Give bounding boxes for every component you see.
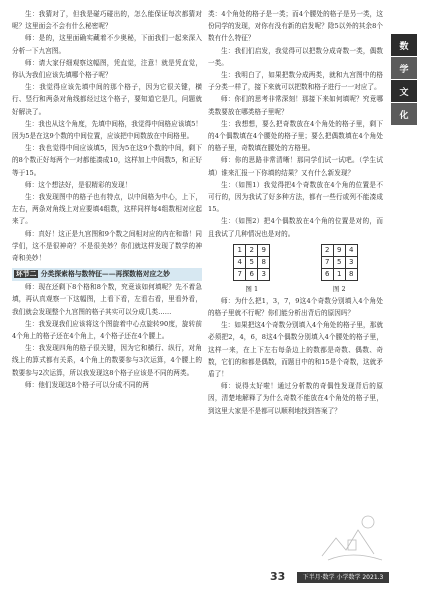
paragraph: 生：我想想，要么把奇数放在4个角处的格子里，剩下的4个偶数填在4个腰处的格子里；要么把偶数填在4个角处的格子里，奇数填在腰处的方格里。 bbox=[208, 119, 383, 153]
paragraph: 生：我明白了，如果把数分成两类，就和九宫图中的格子分类一样了，接下来就可以把数和格子进行一一对应了。 bbox=[208, 71, 383, 92]
grid-cell: 3 bbox=[346, 257, 358, 269]
grid-cell: 5 bbox=[334, 257, 346, 269]
paragraph: 类：4个角处的格子是一类；而4个腰处的格子是另一类，这份同学的发现，对你有没有新的启发呢？除5以外的其余8个数有什么特征？ bbox=[208, 10, 383, 43]
grid-cell: 1 bbox=[334, 269, 346, 281]
paragraph: 生：我觉得应该先填中间的那个格子，因为它很关键，横行、竖行和两条对角线都经过这个格子，要知道它是几，问题就好解决了。 bbox=[12, 83, 202, 116]
issue-label: 下半月·数学 小学数学 2021.3 bbox=[297, 572, 389, 583]
section-heading bbox=[12, 268, 202, 281]
paragraph: 生：我猜对了，但我是碰巧碰出的，怎么能保证每次都猜对呢？这里面会不会有什么秘密呢？ bbox=[12, 10, 202, 31]
grid-cell: 7 bbox=[234, 269, 246, 281]
grid-cell: 2 bbox=[246, 245, 258, 257]
magic-square-grid-1 bbox=[233, 244, 270, 281]
grid-cell: 9 bbox=[258, 245, 270, 257]
page-footer bbox=[0, 568, 427, 588]
left-column bbox=[12, 8, 202, 391]
paragraph: 生：我发现我们应该将这个图旋着中心点旋转90度，旋转前4个角上的格子还在4个角上，4个格子还在4个腰上。 bbox=[12, 319, 202, 341]
paragraph: 师：他们发现这8个格子可以分成不同的两 bbox=[25, 380, 149, 389]
side-tab-char: 化 bbox=[391, 103, 417, 125]
grid-cell: 7 bbox=[322, 257, 334, 269]
paragraph: 生：（如图2）把4个偶数放在4个角的位置是对的，而且我试了几种情况也是对的。 bbox=[208, 217, 383, 238]
figure-caption: 图 1 bbox=[245, 284, 259, 293]
grid-cell: 2 bbox=[322, 245, 334, 257]
grid-cell: 8 bbox=[258, 257, 270, 269]
paragraph: 生：我也觉得中间应该填5，因为5在这9个数的中间，剩下的8个数正好每两个一对都能凑成10，这样加上中间数5，和正好等于15。 bbox=[12, 144, 202, 177]
paragraph: 师：真好！这正是九宫图和9个数之间相对应的内在和谐！同学们，这不是很神奇？不是很美妙？你们就这样发现了数学的神奇和美妙！ bbox=[12, 229, 202, 263]
grid-cell: 5 bbox=[246, 257, 258, 269]
magic-square-grid-2 bbox=[321, 244, 358, 281]
paragraph: 师：你的思路非常清晰！那同学们试一试吧。（学生试填）谁来汇报一下你填的结果？又有什么新发现？ bbox=[208, 156, 383, 177]
paragraph: 生：如果把这4个奇数分别填入4个角处的格子里，那就必须把2，4，6，8这4个偶数分别填入4个腰处的格子里，这样一来，在上下左右每条边上的数都是奇数、偶数、奇数，它们的和都是偶数，而题目中的和15是个奇数，这就矛盾了！ bbox=[208, 321, 383, 379]
side-tab-char: 数 bbox=[391, 34, 417, 56]
grid-cell: 1 bbox=[234, 245, 246, 257]
figure-2 bbox=[321, 244, 358, 293]
section-tag: 环节二 bbox=[16, 270, 37, 279]
paragraph: 师：这个想法好，是很精彩的发现！ bbox=[25, 180, 132, 189]
paragraph: 生：（如图1）我觉得把4个奇数放在4个角的位置是不可行的，因为我试了好多种方法，都有一些行或列不能凑成15。 bbox=[208, 180, 383, 214]
grid-cell: 3 bbox=[258, 269, 270, 281]
section-title: 分类探索格与数特征——再探数格对应之妙 bbox=[40, 270, 170, 279]
magic-square-figures bbox=[208, 244, 383, 293]
section-side-tab bbox=[391, 34, 417, 126]
page-number: 33 bbox=[270, 570, 286, 583]
side-tab-char: 文 bbox=[391, 80, 417, 102]
paragraph: 生：我也从这个角度，先填中间格，我觉得中间格应该填5！因为5是在这9个数的中间位置，应该把中间数放在中间格里。 bbox=[12, 119, 202, 141]
paragraph: 师：说得太好啦！通过分析数的奇偶性发现背后的原因，清楚地解释了为什么奇数不能放在4个角处的格子里，到这里大家是不是都可以顺利地找到答案了？ bbox=[208, 382, 383, 415]
right-column bbox=[208, 8, 383, 417]
paragraph: 生：我发现四角的格子很关键，因为它和横行、纵行，对角线上的算式都有关系，4个角上的数要参与3次运算，4个腰上的数要参与2次运算，所以我发现这8个格子应该是不同的两类。 bbox=[12, 344, 202, 377]
figure-1 bbox=[233, 244, 270, 293]
paragraph: 师：请大家仔细观察这幅图，凭直觉，注意！就是凭直觉，你认为我们应该先填哪个格子呢？ bbox=[12, 58, 202, 80]
paragraph: 生：我发现图中的格子也有特点，以中间格为中心，上下，左右，两条对角线上对应要填4组数，这样同样每4组数相对应起来了。 bbox=[12, 193, 202, 226]
grid-cell: 4 bbox=[346, 245, 358, 257]
decorative-illustration bbox=[318, 510, 386, 562]
paragraph: 师：现在还剩下8个格和8个数，究竟该如何填呢？先不着急填，再认真观察一下这幅图，上看下看，左看右看，里看外看，我们就会发现整个九宫图的格子其实可以分成几类…… bbox=[12, 283, 202, 316]
grid-cell: 6 bbox=[246, 269, 258, 281]
grid-cell: 4 bbox=[234, 257, 246, 269]
side-tab-char: 学 bbox=[391, 57, 417, 79]
grid-cell: 8 bbox=[346, 269, 358, 281]
paragraph: 师：为什么把1，3，7，9这4个奇数分别填入4个角处的格子里就不行呢？你们能分析出背后的原因吗？ bbox=[208, 296, 383, 318]
grid-cell: 6 bbox=[322, 269, 334, 281]
figure-caption: 图 2 bbox=[332, 284, 346, 293]
paragraph: 师：你们的思考非常深刻！那接下来如何填呢？究竟哪类数要放在哪类格子里呢？ bbox=[208, 95, 383, 116]
paragraph: 生：我们们启发，我觉得可以把数分成奇数一类，偶数一类。 bbox=[208, 46, 383, 67]
paragraph: 师：是的，这里面确实藏着不少奥秘，下面我们一起来深入分析一下九宫图。 bbox=[12, 34, 202, 55]
grid-cell: 9 bbox=[334, 245, 346, 257]
